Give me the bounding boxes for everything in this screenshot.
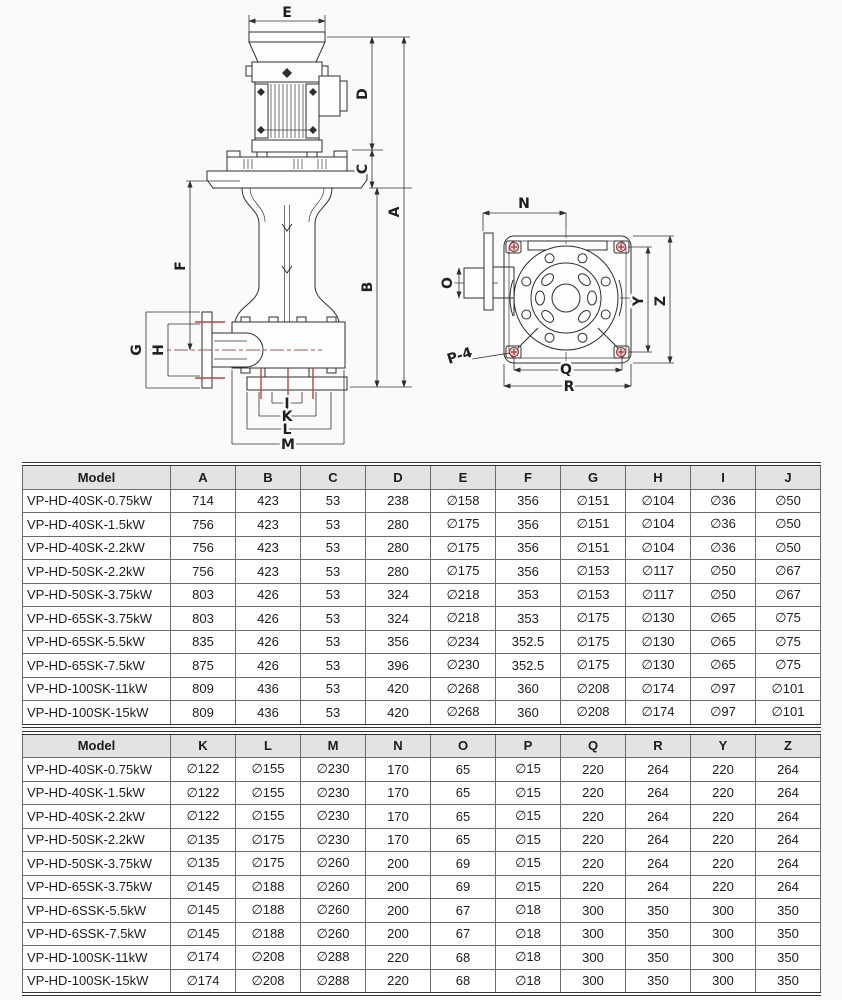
value-cell: 170 [366,781,431,805]
dim-label-p4: P-4 [445,344,475,368]
value-cell: 756 [171,560,236,584]
value-cell: 324 [366,607,431,631]
value-cell: 220 [561,805,626,829]
value-cell: 65 [431,805,496,829]
value-cell: ∅230 [431,654,496,678]
value-cell: 200 [366,875,431,899]
value-cell: 423 [236,489,301,513]
model-cell: VP-HD-6SSK-7.5kW [23,922,171,946]
dim-column-header: R [626,733,691,758]
fan-cover-cap [249,32,325,42]
value-cell: ∅122 [171,758,236,782]
pump-dimension-drawing [0,0,842,462]
model-cell: VP-HD-50SK-3.75kW [23,583,171,607]
value-cell: ∅50 [691,583,756,607]
value-cell: ∅50 [691,560,756,584]
value-cell: 220 [561,781,626,805]
dim-column-header: I [691,464,756,489]
value-cell: ∅50 [756,489,821,513]
dim-column-header: Q [561,733,626,758]
value-cell: ∅15 [496,805,561,829]
value-cell: ∅15 [496,828,561,852]
dim-column-header: A [171,464,236,489]
value-cell: ∅18 [496,969,561,994]
value-cell: 300 [561,969,626,994]
value-cell: 356 [496,560,561,584]
dim-column-header: C [301,464,366,489]
model-cell: VP-HD-100SK-11kW [23,946,171,970]
value-cell: ∅175 [236,828,301,852]
value-cell: 53 [301,677,366,701]
value-cell: ∅18 [496,946,561,970]
value-cell: 220 [561,758,626,782]
value-cell: ∅65 [691,607,756,631]
specification-tables [22,462,820,996]
value-cell: ∅36 [691,489,756,513]
value-cell: 264 [626,805,691,829]
dim-label-z: Z [653,295,669,307]
value-cell: ∅155 [236,758,301,782]
value-cell: ∅75 [756,654,821,678]
dim-column-header: G [561,464,626,489]
header-row [23,733,821,758]
model-column-header: Model [23,733,171,758]
model-cell: VP-HD-100SK-15kW [23,701,171,726]
value-cell: 220 [366,946,431,970]
value-cell: 220 [691,875,756,899]
value-cell: ∅175 [561,607,626,631]
dimension-table-a-j [22,462,821,728]
value-cell: 53 [301,489,366,513]
value-cell: ∅101 [756,677,821,701]
pump-top-view [440,196,674,395]
model-cell: VP-HD-40SK-0.75kW [23,489,171,513]
fan-cover [249,42,325,62]
value-cell: 264 [756,805,821,829]
value-cell: 220 [691,852,756,876]
value-cell: ∅288 [301,969,366,994]
value-cell: 360 [496,701,561,726]
value-cell: 170 [366,828,431,852]
value-cell: 756 [171,513,236,537]
table-row [23,677,821,701]
value-cell: ∅234 [431,630,496,654]
table-row [23,922,821,946]
value-cell: 264 [626,781,691,805]
value-cell: 423 [236,560,301,584]
value-cell: 300 [691,922,756,946]
dim-label-n: N [518,196,530,212]
value-cell: 420 [366,701,431,726]
table-row [23,654,821,678]
dim-column-header: M [301,733,366,758]
value-cell: 264 [756,781,821,805]
value-cell: ∅151 [561,536,626,560]
value-cell: ∅75 [756,630,821,654]
dim-label-c: C [355,163,371,175]
value-cell: ∅175 [431,536,496,560]
header-row [23,464,821,489]
value-cell: 53 [301,630,366,654]
table-row [23,536,821,560]
value-cell: ∅230 [301,805,366,829]
value-cell: ∅174 [171,969,236,994]
value-cell: ∅36 [691,513,756,537]
motor-body [255,82,319,140]
value-cell: 220 [561,852,626,876]
value-cell: 350 [626,899,691,923]
value-cell: ∅122 [171,781,236,805]
value-cell: ∅260 [301,922,366,946]
dimension-table-k-z [22,731,821,997]
table-row [23,607,821,631]
value-cell: 350 [626,922,691,946]
dim-label-d: D [355,88,371,100]
model-cell: VP-HD-6SSK-5.5kW [23,899,171,923]
value-cell: 436 [236,701,301,726]
value-cell: ∅230 [301,758,366,782]
value-cell: ∅155 [236,781,301,805]
value-cell: 352.5 [496,654,561,678]
value-cell: ∅208 [561,701,626,726]
value-cell: ∅145 [171,922,236,946]
value-cell: ∅218 [431,583,496,607]
value-cell: ∅50 [756,513,821,537]
value-cell: ∅230 [301,828,366,852]
value-cell: 356 [496,513,561,537]
value-cell: 356 [496,536,561,560]
value-cell: ∅288 [301,946,366,970]
value-cell: 65 [431,828,496,852]
dim-label-o: O [440,277,456,289]
value-cell: ∅188 [236,875,301,899]
dim-label-g: G [129,344,145,356]
value-cell: 67 [431,899,496,923]
table-row [23,852,821,876]
value-cell: 350 [756,922,821,946]
model-cell: VP-HD-65SK-7.5kW [23,654,171,678]
value-cell: 300 [561,922,626,946]
value-cell: ∅175 [431,513,496,537]
dim-column-header: D [366,464,431,489]
value-cell: 350 [756,969,821,994]
value-cell: 356 [496,489,561,513]
value-cell: ∅67 [756,583,821,607]
value-cell: 360 [496,677,561,701]
value-cell: 423 [236,513,301,537]
value-cell: ∅104 [626,489,691,513]
value-cell: 350 [626,969,691,994]
value-cell: ∅18 [496,899,561,923]
value-cell: ∅97 [691,701,756,726]
table-row [23,560,821,584]
model-cell: VP-HD-50SK-3.75kW [23,852,171,876]
value-cell: ∅260 [301,875,366,899]
value-cell: ∅188 [236,922,301,946]
value-cell: ∅135 [171,828,236,852]
value-cell: 69 [431,852,496,876]
model-cell: VP-HD-65SK-3.75kW [23,607,171,631]
value-cell: 264 [626,852,691,876]
value-cell: ∅122 [171,805,236,829]
value-cell: ∅75 [756,607,821,631]
dim-label-m: M [281,437,295,453]
dim-label-e: E [282,5,292,21]
value-cell: 238 [366,489,431,513]
model-cell: VP-HD-65SK-5.5kW [23,630,171,654]
value-cell: 220 [366,969,431,994]
value-cell: 53 [301,701,366,726]
table-row [23,583,821,607]
dim-column-header: L [236,733,301,758]
model-cell: VP-HD-50SK-2.2kW [23,560,171,584]
dim-label-l: L [282,422,292,438]
dim-column-header: P [496,733,561,758]
dim-column-header: K [171,733,236,758]
value-cell: ∅175 [431,560,496,584]
value-cell: ∅67 [756,560,821,584]
value-cell: 353 [496,607,561,631]
table-row [23,899,821,923]
dim-column-header: Z [756,733,821,758]
value-cell: 324 [366,583,431,607]
value-cell: 353 [496,583,561,607]
value-cell: ∅153 [561,583,626,607]
value-cell: 300 [691,899,756,923]
value-cell: 220 [691,828,756,852]
value-cell: 264 [756,758,821,782]
value-cell: ∅15 [496,758,561,782]
value-cell: ∅208 [236,969,301,994]
dim-column-header: O [431,733,496,758]
value-cell: 426 [236,583,301,607]
value-cell: 714 [171,489,236,513]
model-column-header: Model [23,464,171,489]
value-cell: ∅130 [626,607,691,631]
value-cell: 436 [236,677,301,701]
value-cell: ∅260 [301,852,366,876]
value-cell: 68 [431,969,496,994]
value-cell: 423 [236,536,301,560]
value-cell: 220 [691,781,756,805]
model-cell: VP-HD-40SK-2.2kW [23,805,171,829]
pump-side-view [129,5,412,453]
model-cell: VP-HD-100SK-11kW [23,677,171,701]
table-row [23,489,821,513]
terminal-box [319,76,347,116]
model-cell: VP-HD-100SK-15kW [23,969,171,994]
dim-column-header: E [431,464,496,489]
value-cell: 350 [756,946,821,970]
value-cell: ∅15 [496,852,561,876]
value-cell: ∅155 [236,805,301,829]
model-cell: VP-HD-65SK-3.75kW [23,875,171,899]
value-cell: 875 [171,654,236,678]
value-cell: 53 [301,513,366,537]
dim-column-header: Y [691,733,756,758]
value-cell: ∅135 [171,852,236,876]
value-cell: ∅175 [561,654,626,678]
model-cell: VP-HD-40SK-2.2kW [23,536,171,560]
value-cell: 350 [626,946,691,970]
value-cell: ∅36 [691,536,756,560]
dim-label-y: Y [631,295,647,307]
value-cell: 264 [756,875,821,899]
model-cell: VP-HD-50SK-2.2kW [23,828,171,852]
value-cell: 170 [366,758,431,782]
table-row [23,805,821,829]
value-cell: 300 [691,946,756,970]
value-cell: 756 [171,536,236,560]
value-cell: ∅104 [626,513,691,537]
value-cell: 65 [431,758,496,782]
value-cell: ∅218 [431,607,496,631]
dim-label-q: Q [560,362,572,378]
table-row [23,781,821,805]
value-cell: ∅117 [626,583,691,607]
value-cell: ∅97 [691,677,756,701]
dim-label-j: J [284,396,290,412]
value-cell: ∅130 [626,630,691,654]
mounting-plate [207,151,367,188]
value-cell: 220 [691,758,756,782]
value-cell: ∅145 [171,899,236,923]
value-cell: 170 [366,805,431,829]
value-cell: ∅130 [626,654,691,678]
value-cell: ∅153 [561,560,626,584]
value-cell: ∅175 [236,852,301,876]
table-row [23,946,821,970]
technical-drawing [0,0,842,462]
value-cell: ∅104 [626,536,691,560]
value-cell: 264 [626,828,691,852]
value-cell: 280 [366,560,431,584]
value-cell: ∅65 [691,630,756,654]
value-cell: 809 [171,677,236,701]
table-row [23,828,821,852]
dim-label-f: F [173,261,189,271]
value-cell: 53 [301,654,366,678]
value-cell: ∅65 [691,654,756,678]
value-cell: ∅174 [626,677,691,701]
table-row [23,758,821,782]
table-row [23,513,821,537]
value-cell: ∅158 [431,489,496,513]
value-cell: ∅175 [561,630,626,654]
value-cell: 352.5 [496,630,561,654]
value-cell: 803 [171,607,236,631]
dim-column-header: F [496,464,561,489]
value-cell: 69 [431,875,496,899]
table-row [23,875,821,899]
value-cell: 300 [561,946,626,970]
value-cell: 396 [366,654,431,678]
value-cell: ∅50 [756,536,821,560]
value-cell: 68 [431,946,496,970]
value-cell: ∅15 [496,781,561,805]
value-cell: 420 [366,677,431,701]
value-cell: 65 [431,781,496,805]
value-cell: 53 [301,607,366,631]
value-cell: 426 [236,607,301,631]
value-cell: ∅151 [561,489,626,513]
value-cell: 200 [366,922,431,946]
value-cell: 200 [366,899,431,923]
value-cell: 264 [626,758,691,782]
value-cell: ∅151 [561,513,626,537]
dim-column-header: B [236,464,301,489]
value-cell: ∅230 [301,781,366,805]
dim-column-header: J [756,464,821,489]
value-cell: 809 [171,701,236,726]
dim-label-b: B [360,281,376,293]
dim-column-header: H [626,464,691,489]
pump-column [235,188,339,322]
value-cell: 803 [171,583,236,607]
value-cell: 350 [756,899,821,923]
value-cell: 356 [366,630,431,654]
value-cell: ∅117 [626,560,691,584]
value-cell: ∅15 [496,875,561,899]
value-cell: 264 [756,828,821,852]
value-cell: ∅188 [236,899,301,923]
value-cell: ∅174 [171,946,236,970]
value-cell: 220 [561,875,626,899]
value-cell: ∅208 [236,946,301,970]
value-cell: 300 [561,899,626,923]
value-cell: 280 [366,513,431,537]
value-cell: 835 [171,630,236,654]
value-cell: 426 [236,654,301,678]
value-cell: ∅174 [626,701,691,726]
value-cell: 220 [691,805,756,829]
value-cell: ∅268 [431,677,496,701]
dim-label-h: H [151,344,167,356]
value-cell: 264 [626,875,691,899]
table-row [23,630,821,654]
value-cell: ∅260 [301,899,366,923]
model-cell: VP-HD-40SK-1.5kW [23,781,171,805]
model-cell: VP-HD-40SK-1.5kW [23,513,171,537]
value-cell: 220 [561,828,626,852]
value-cell: 53 [301,536,366,560]
value-cell: 280 [366,536,431,560]
table-row [23,969,821,994]
value-cell: ∅18 [496,922,561,946]
dim-label-r: R [563,379,575,395]
model-cell: VP-HD-40SK-0.75kW [23,758,171,782]
value-cell: 53 [301,560,366,584]
dim-column-header: N [366,733,431,758]
value-cell: 67 [431,922,496,946]
value-cell: 264 [756,852,821,876]
value-cell: 200 [366,852,431,876]
value-cell: 53 [301,583,366,607]
dim-label-a: A [387,206,403,218]
value-cell: 300 [691,969,756,994]
value-cell: ∅101 [756,701,821,726]
table-row [23,701,821,726]
value-cell: ∅145 [171,875,236,899]
value-cell: ∅268 [431,701,496,726]
dim-label-k: K [281,409,293,425]
value-cell: ∅208 [561,677,626,701]
value-cell: 426 [236,630,301,654]
